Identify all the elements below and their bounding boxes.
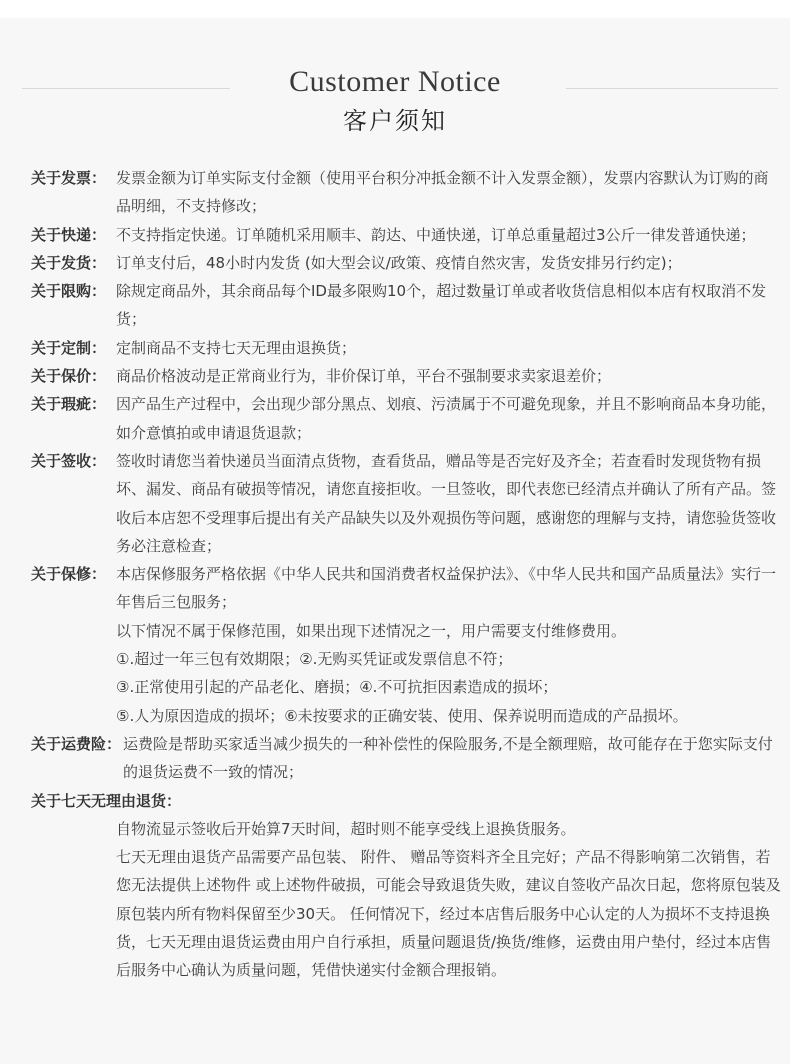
notice-invoice	[31, 164, 783, 221]
notice-header	[0, 62, 790, 142]
notice-text: 运费险是帮助买家适当减少损失的一种补偿性的保险服务,不是全额理赔，故可能存在于您实际支付的退货运费不一致的情况；	[123, 734, 773, 782]
notice-text: 本店保修服务严格依据《中华人民共和国消费者权益保护法》、《中华人民共和国产品质量法》实行一年售后三包服务；	[116, 565, 777, 612]
notice-shipping-insurance	[31, 730, 783, 787]
notice-text: 发票金额为订单实际支付金额（使用平台积分冲抵金额不计入发票金额），发票内容默认为订购的商品明细，不支持修改；	[116, 169, 769, 216]
notice-text: 商品价格波动是正常商业行为，非价保订单，平台不强制要求卖家退差价；	[116, 367, 612, 386]
notice-text: 签收时请您当着快递员当面清点货物，查看货品，赠品等是否完好及齐全；若查看时发现货物有损坏、漏发、商品有破损等情况，请您直接拒收。一旦签收，即代表您已经清点并确认了所有产品。签收后本店恕不受理事后提出有关产品缺失以及外观损伤等问题，感谢您的理解与支持，请您验货签收务必注意检查；	[116, 451, 777, 555]
notice-receipt	[31, 447, 783, 560]
warranty-exclusions: 以下情况不属于保修范围，如果出现下述情况之一，用户需要支付维修费用。	[116, 621, 627, 640]
notice-custom	[31, 334, 783, 362]
notice-price-protection	[31, 362, 783, 390]
notice-label: 关于快递：	[31, 225, 107, 244]
notice-defects	[31, 390, 783, 447]
notice-label: 关于运费险：	[31, 734, 122, 753]
warranty-exclusion-item: ①.超过一年三包有效期限；②.无购买凭证或发票信息不符；	[116, 650, 513, 669]
notice-content	[31, 164, 783, 985]
notice-label: 关于签收：	[31, 451, 107, 470]
notice-label: 关于限购：	[31, 282, 107, 301]
notice-text: 不支持指定快递。订单随机采用顺丰、韵达、中通快递，订单总重量超过3公斤一律发普通快递；	[116, 225, 756, 244]
title-chinese: 客户须知	[343, 107, 447, 135]
notice-text: 定制商品不支持七天无理由退换货；	[116, 338, 357, 357]
notice-warranty	[31, 560, 783, 617]
warranty-exclusion-item: ⑤.人为原因造成的损坏；⑥未按要求的正确安装、使用、保养说明而造成的产品损坏。	[116, 706, 688, 725]
notice-label: 关于保修：	[31, 565, 107, 584]
notice-label: 关于瑕疵：	[31, 395, 107, 414]
seven-day-return-text: 七天无理由退货产品需要产品包装、 附件、 赠品等资料齐全且完好；产品不得影响第二次销售，若您无法提供上述物件 或上述物件破损，可能会导致退货失败，建议自签收产品次日起，您将原包装及原包装内所有物料保留至少30天。 任何情况下，经过本店售后服务中心认定的人为损坏不支持退换货，七天无理由退货运费由用户自行承担，质量问题退货/换货/维修，运费由用户垫付，经过本店售后服务中心确认为质量问题，凭借快递实付金额合理报销。	[116, 848, 781, 980]
notice-label: 关于发货：	[31, 253, 107, 272]
warranty-exclusion-item: ③.正常使用引起的产品老化、磨损；④.不可抗拒因素造成的损坏；	[116, 678, 558, 697]
notice-label: 关于保价：	[31, 367, 107, 386]
notice-text: 因产品生产过程中，会出现少部分黑点、划痕、污渍属于不可避免现象，并且不影响商品本身功能，如介意慎拍或申请退货退款；	[116, 395, 777, 442]
notice-purchase-limit	[31, 277, 783, 334]
seven-day-return-text: 自物流显示签收后开始算7天时间，超时则不能享受线上退换货服务。	[116, 819, 576, 838]
seven-day-return-label: 关于七天无理由退货：	[31, 791, 182, 810]
notice-shipping	[31, 249, 783, 277]
notice-text: 除规定商品外，其余商品每个ID最多限购10个，超过数量订单或者收货信息相似本店有权取消不发货；	[116, 282, 767, 329]
title-english: Customer Notice	[289, 65, 501, 98]
notice-label: 关于定制：	[31, 338, 107, 357]
top-band	[0, 0, 790, 18]
notice-text: 订单支付后，48小时内发货 (如大型会议/政策、疫情自然灾害，发货安排另行约定)；	[116, 253, 682, 272]
notice-label: 关于发票：	[31, 169, 107, 187]
notice-courier	[31, 221, 783, 249]
